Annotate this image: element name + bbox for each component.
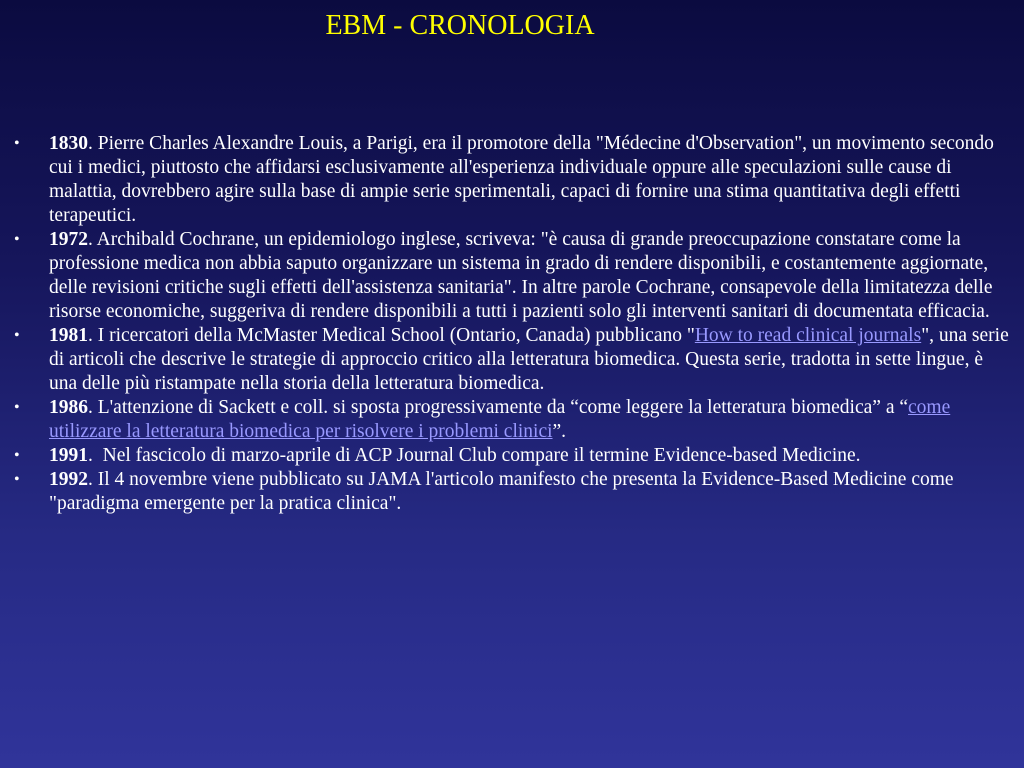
- bullet-icon: •: [14, 327, 20, 344]
- bullet-icon: •: [14, 471, 20, 488]
- item-text: . Nel fascicolo di marzo-aprile di ACP Journal Club compare il termine Evidence-based Medicine.: [88, 445, 861, 466]
- year-label: 1986: [49, 397, 88, 418]
- year-label: 1972: [49, 229, 88, 250]
- year-label: 1981: [49, 325, 88, 346]
- bullet-icon: •: [14, 135, 20, 152]
- list-item-1972: [14, 228, 1012, 324]
- list-item-1992: [14, 468, 1012, 516]
- item-text: . Pierre Charles Alexandre Louis, a Parigi, era il promotore della "Médecine d'Observation", un movimento secondo cui i medici, piuttosto che affidarsi esclusivamente all'esperienza individuale oppure alle speculazioni sulle cause di malattia, dovrebbero agire sulla base di ampie serie sperimentali, capaci di fornire una stima quantitativa degli effetti terapeutici.: [49, 133, 994, 226]
- item-text: . I ricercatori della McMaster Medical School (Ontario, Canada) pubblicano ": [88, 325, 695, 346]
- year-label: 1991: [49, 445, 88, 466]
- year-label: 1830: [49, 133, 88, 154]
- slide-title: EBM - CRONOLOGIA: [325, 10, 595, 41]
- list-item-1986: [14, 396, 1012, 444]
- item-text: . L'attenzione di Sackett e coll. si sposta progressivamente da “come leggere la letteratura biomedica” a “: [88, 397, 908, 418]
- list-item-1981: [14, 324, 1012, 396]
- list-item-1991: [14, 444, 1012, 468]
- item-text-after: ", una serie di articoli che descrive le strategie di approccio critico alla letteratura biomedica. Questa serie, tradotta in sette lingue, è una delle più ristampate nella storia della letteratura biomedica.: [49, 325, 1009, 394]
- item-text-after: ”.: [552, 421, 567, 442]
- item-text: . Archibald Cochrane, un epidemiologo inglese, scriveva: "è causa di grande preoccupazione constatare come la professione medica non abbia saputo organizzare un sistema in grado di rendere disponibili, e costantemente aggiornate, delle revisioni critiche sugli effetti dell'assistenza sanitaria". In altre parole Cochrane, consapevole della limitatezza delle risorse economiche, suggeriva di rendere disponibili a tutti i pazienti solo gli interventi sanitari di documentata efficacia.: [49, 229, 993, 322]
- list-item-1830: [14, 132, 1012, 228]
- year-label: 1992: [49, 469, 88, 490]
- item-text: . Il 4 novembre viene pubblicato su JAMA l'articolo manifesto che presenta la Evidence-Based Medicine come "paradigma emergente per la pratica clinica".: [49, 469, 954, 514]
- link-how-to-read-clinical-journals[interactable]: How to read clinical journals: [694, 325, 922, 346]
- bullet-icon: •: [14, 447, 20, 464]
- link-come-utilizzare-letteratura[interactable]: come utilizzare la letteratura biomedica per risolvere i problemi clinici: [49, 397, 951, 442]
- chronology-list: [14, 132, 1012, 516]
- bullet-icon: •: [14, 231, 20, 248]
- bullet-icon: •: [14, 399, 20, 416]
